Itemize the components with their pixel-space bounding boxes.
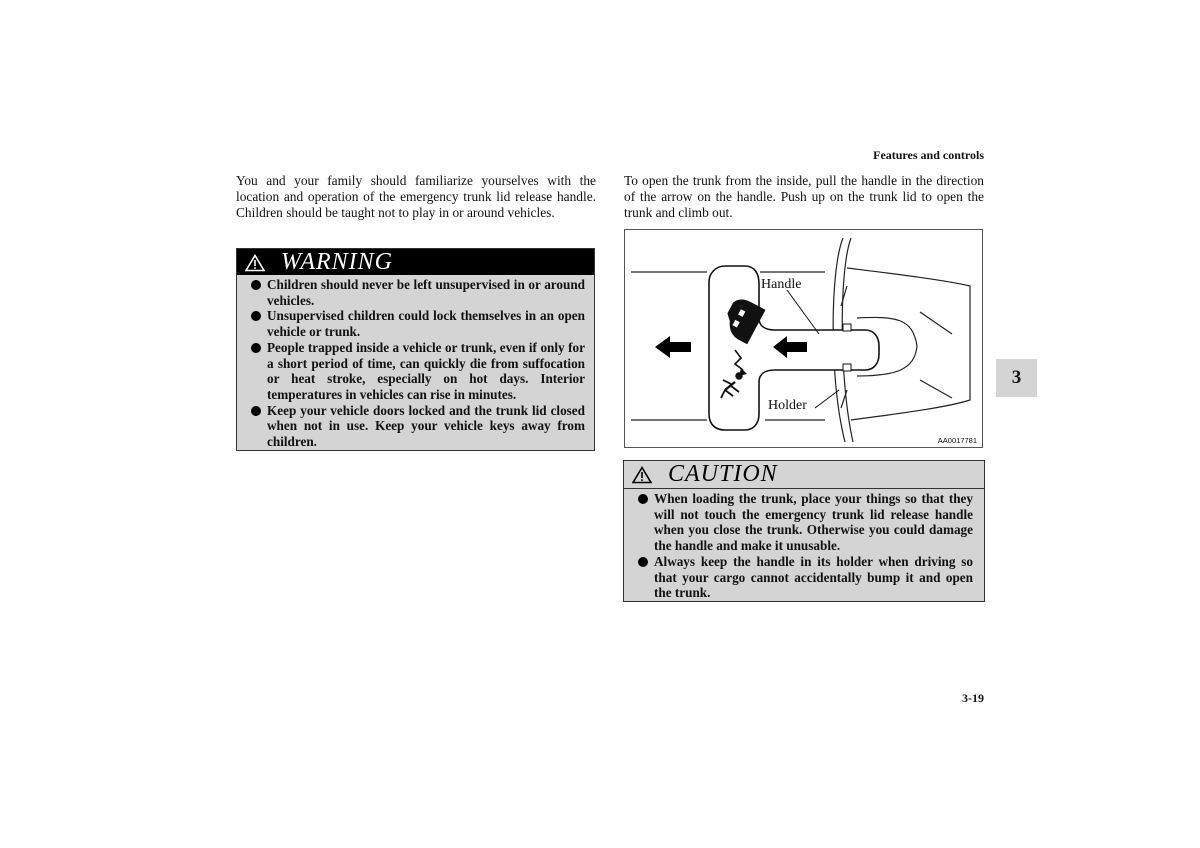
warning-triangle-icon [245, 254, 265, 272]
intro-paragraph: You and your family should familiarize yourselves with the location and operation of the emergency trunk lid release handle. Children should be taught not to play in or around vehicles. [236, 173, 596, 220]
holder-label: Holder [768, 398, 807, 413]
pull-direction-arrow [655, 336, 691, 358]
trunk-instructions-paragraph: To open the trunk from the inside, pull the handle in the direction of the arrow on the handle. Push up on the trunk lid to open the trunk and climb out. [624, 173, 984, 220]
trunk-release-figure [624, 229, 983, 448]
caution-title: CAUTION [668, 461, 778, 487]
running-header: Features and controls [873, 148, 984, 162]
warning-item: People trapped inside a vehicle or trunk, even if only for a short period of time, can quickly die from suffocation or heat stroke, especially on hot days. Interior temperatures in vehicles can rise in minutes. [251, 340, 585, 403]
caution-triangle-icon [632, 466, 652, 484]
caution-header [624, 461, 984, 489]
bullet-icon [251, 343, 261, 353]
bullet-icon [638, 557, 648, 567]
warning-item: Unsupervised children could lock themselves in an open vehicle or trunk. [251, 308, 585, 339]
warning-title: WARNING [281, 249, 393, 275]
caution-list [624, 489, 984, 601]
caution-item: When loading the trunk, place your things so that they will not touch the emergency trunk lid release handle when you close the trunk. Otherwise you could damage the handle and make it unusable. [638, 491, 973, 554]
warning-item: Keep your vehicle doors locked and the trunk lid closed when not in use. Keep your vehicle keys away from children. [251, 403, 585, 450]
figure-id: AA0017781 [937, 436, 977, 445]
caution-box [623, 460, 985, 602]
trunk-release-illustration [625, 230, 984, 449]
warning-list [237, 275, 594, 450]
bullet-icon [251, 280, 261, 290]
bullet-icon [251, 406, 261, 416]
page-number: 3-19 [962, 691, 984, 705]
caution-item: Always keep the handle in its holder when driving so that your cargo cannot accidentally bump it and open the trunk. [638, 554, 973, 601]
bullet-icon [251, 311, 261, 321]
warning-header [237, 249, 594, 275]
handle-label: Handle [761, 277, 802, 292]
bullet-icon [638, 494, 648, 504]
warning-item: Children should never be left unsupervised in or around vehicles. [251, 277, 585, 308]
chapter-tab: 3 [996, 359, 1037, 397]
warning-box [236, 248, 595, 451]
